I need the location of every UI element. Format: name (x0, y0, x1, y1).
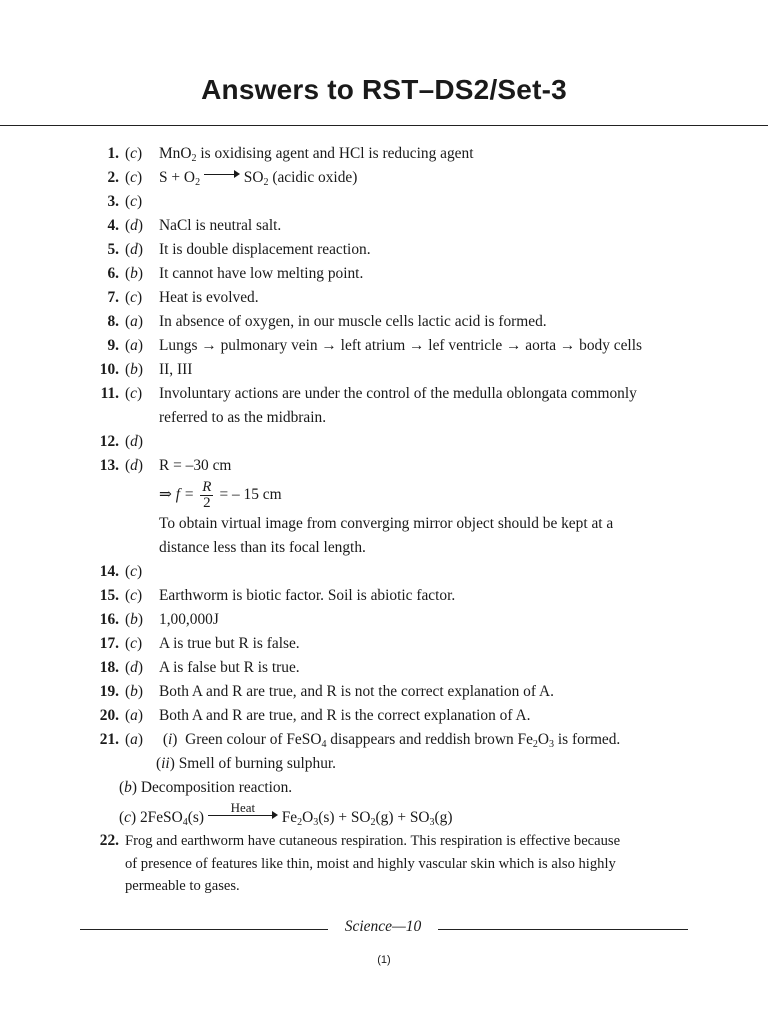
answer-17: 17. (c) A is true but R is false. (99, 635, 300, 652)
answer-11: 11. (c) Involuntary actions are under the control of the medulla oblongata commonly (100, 385, 637, 402)
heat-arrow-icon: Heat (208, 802, 278, 824)
answer-13-note-line2: distance less than its focal length. (159, 539, 366, 556)
answer-21: 21. (a) (i) Green colour of FeSO$_4$ disappears and reddish brown $Fe_2O_3$ is formed. (99, 731, 621, 750)
answer-22: 22. Frog and earthworm have cutaneous respiration. This respiration is effective because of presence of features like thin, moist and highly vascular skin which is also highly permeable to gases. (99, 832, 621, 894)
answer-3: 3. (c) (107, 193, 143, 210)
answer-14: 14. (c) (99, 563, 143, 580)
answer-18: 18. (d) A is false but R is true. (99, 659, 300, 676)
title-divider (0, 125, 768, 126)
page-number: (1) (377, 954, 391, 966)
answer-13-note-line1: To obtain virtual image from converging mirror object should be kept at a (159, 515, 614, 532)
answer-8: 8. (a) In absence of oxygen, in our muscle cells lactic acid is formed. (107, 313, 547, 330)
answer-12: 12. (d) (99, 433, 143, 450)
answer-21-ii: (ii) Smell of burning sulphur. (156, 755, 337, 772)
answer-11-continuation: referred to as the midbrain. (159, 409, 327, 426)
footer-label: Science—10 (344, 918, 422, 935)
page-title: Answers to RST–DS2/Set-3 (201, 74, 567, 105)
answer-2: 2. (c) $S + O_2$ $SO_2$ (acidic oxide) (107, 169, 358, 188)
answer-1: 1. (c) MnO$_2$ is oxidising agent and HCl is reducing agent (107, 145, 474, 164)
footer-rule-right (438, 929, 688, 930)
footer-rule-left (80, 929, 328, 930)
focal-length-equation: ⇒ f = $\frac{R}{2}$ = – 15 cm (159, 478, 282, 511)
answer-7: 7. (c) Heat is evolved. (107, 289, 259, 306)
fraction: $\frac{R}{2}$ (202, 478, 212, 511)
answer-10: 10. (b) II, III (99, 361, 193, 378)
answer-4: 4. (d) NaCl is neutral salt. (107, 217, 282, 234)
answer-21-c: (c) 2FeSO$_4$(s) Heat $Fe_2O_3(s) + SO_2(g) + SO_3(g)$ (119, 800, 453, 828)
answer-20: 20. (a) Both A and R are true, and R is the correct explanation of A. (99, 707, 531, 724)
answer-9: 9. (a) Lungs → pulmonary vein → left atrium → lef ventricle → aorta → body cells (107, 337, 642, 354)
answer-6: 6. (b) It cannot have low melting point. (107, 265, 364, 282)
answer-21-b: (b) Decomposition reaction. (119, 779, 293, 796)
answer-13: 13. (d) R = –30 cm (99, 457, 232, 474)
answer-15: 15. (c) Earthworm is biotic factor. Soil is abiotic factor. (99, 587, 456, 604)
answer-16: 16. (b) 1,00,000J (99, 611, 219, 628)
answer-19: 19. (b) Both A and R are true, and R is not the correct explanation of A. (99, 683, 554, 700)
answer-5: 5. (d) It is double displacement reaction. (107, 241, 371, 258)
answers-list (78, 142, 698, 898)
reaction-arrow-icon (204, 170, 240, 180)
